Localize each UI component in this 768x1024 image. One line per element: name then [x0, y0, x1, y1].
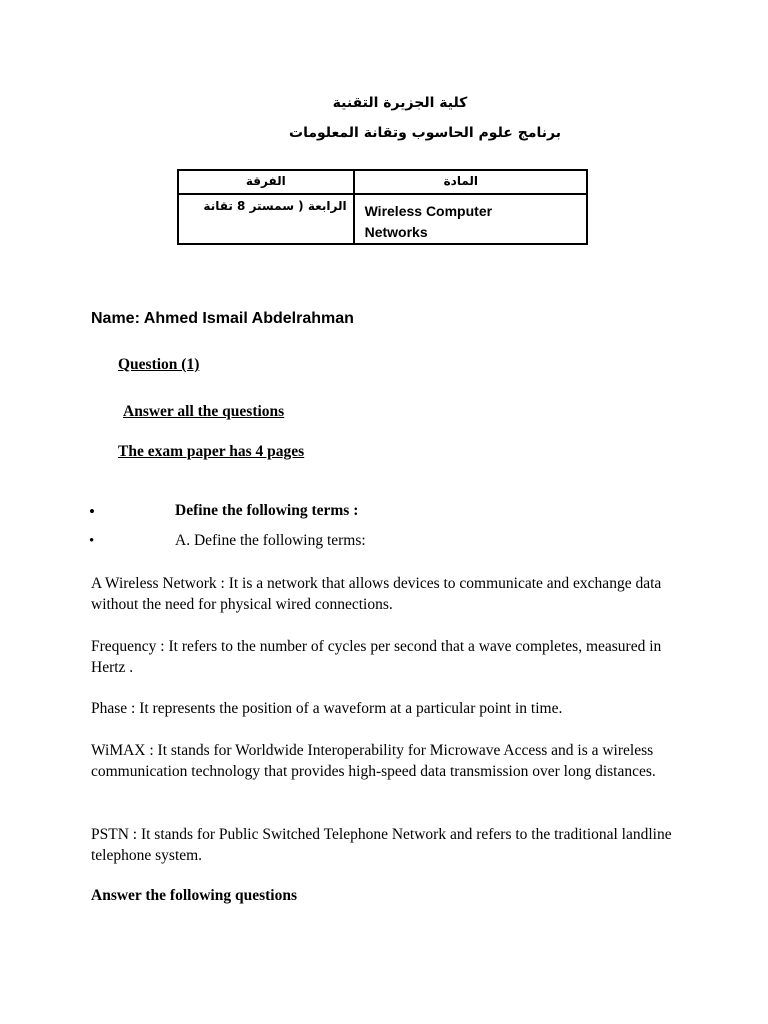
definition-frequency: Frequency : It refers to the number of cycles per second that a wave completes, measured in Hertz .: [91, 638, 662, 676]
definition-wimax: WiMAX : It stands for Worldwide Interoperability for Microwave Access and is a wireless communication technology that provides high-speed data transmission over long distances.: [91, 742, 656, 780]
bullet-1: •: [89, 502, 95, 521]
subject-value-line-1: Wireless Computer: [364, 203, 493, 219]
table-value-row: [178, 194, 587, 244]
student-name: Name: Ahmed Ismail Abdelrahman: [91, 310, 354, 327]
definition-wireless-network: A Wireless Network : It is a network that allows devices to communicate and exchange data without the need for physical wired connections.: [91, 575, 662, 613]
answer-all-instruction: Answer all the questions: [123, 403, 285, 420]
course-info-table: [177, 169, 588, 245]
table-header-row: [178, 170, 587, 194]
level-value: الرابعة ( سمستر 8 تقانة: [178, 194, 354, 244]
subject-header: المادة: [354, 170, 587, 194]
level-header: الفرقة: [178, 170, 354, 194]
program-name: برنامج علوم الحاسوب وتقانة المعلومات: [289, 125, 561, 141]
define-terms-subheading: A. Define the following terms:: [175, 532, 366, 549]
definition-pstn: PSTN : It stands for Public Switched Telephone Network and refers to the traditional landline telephone system.: [91, 826, 672, 864]
question-label: Question (1): [118, 356, 200, 373]
pages-note: The exam paper has 4 pages: [118, 443, 305, 460]
define-terms-heading: Define the following terms :: [175, 502, 359, 519]
definition-phase: Phase : It represents the position of a waveform at a particular point in time.: [91, 700, 563, 717]
bullet-2: •: [89, 533, 95, 549]
subject-value: [354, 194, 587, 244]
answer-following-heading: Answer the following questions: [91, 887, 297, 904]
college-name: كلية الجزيرة التقنية: [332, 95, 468, 111]
subject-value-line-2: Networks: [364, 224, 428, 240]
